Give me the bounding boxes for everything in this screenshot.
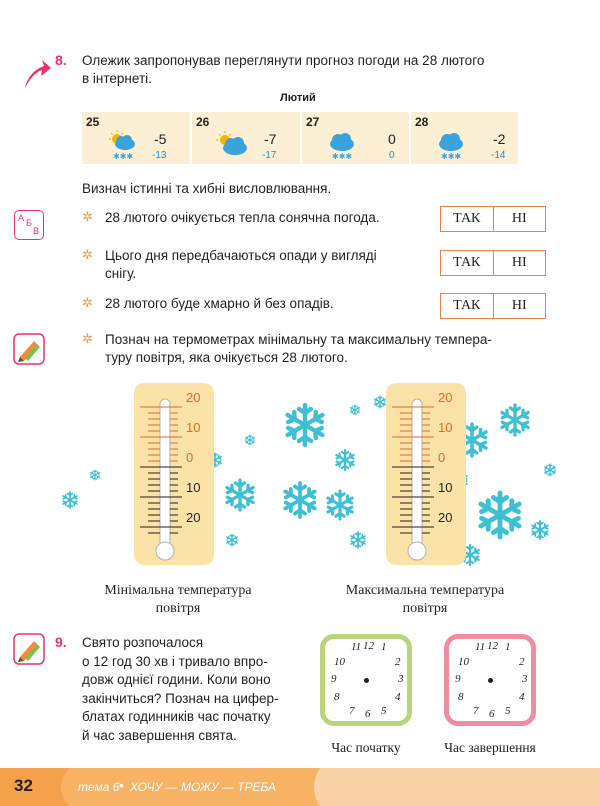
thermo-label: 20 xyxy=(438,390,453,405)
cloud-snow-icon xyxy=(433,128,469,162)
task-8-instruction: Визнач істинні та хибні висловлювання. xyxy=(82,181,332,196)
task-9-text: Свято розпочалося о 12 год 30 хв і тривало впро- довж однієї години. Коли воно закінчиться? Познач на цифер- блатах годинників час початку й час завершення свята. xyxy=(82,635,279,743)
clock-start[interactable]: 11 12 1 2 3 4 5 6 7 8 9 10 xyxy=(320,634,412,726)
sun-cloud-snow-icon xyxy=(104,128,140,162)
statement-1: 28 лютого очікується тепла сонячна погода. xyxy=(105,210,380,225)
forecast-day xyxy=(82,112,190,164)
sun-bullet-icon: ✲ xyxy=(82,209,93,224)
no-option[interactable]: НІ xyxy=(493,251,546,275)
yes-option[interactable]: ТАК xyxy=(453,211,481,226)
forecast-max: -7 xyxy=(264,131,277,147)
task-8-text-line1: Олежик запропонував переглянути прогноз погоди на 28 лютого xyxy=(82,53,485,68)
thermo-label: 0 xyxy=(438,450,446,465)
no-option[interactable]: НІ xyxy=(493,207,546,231)
answer-box-1[interactable] xyxy=(440,206,546,232)
statement-2-line1: Цього дня передбачаються опади у вигляді xyxy=(105,248,377,263)
clock-center xyxy=(364,678,369,683)
thermo-task-line2: туру повітря, яка очікується 28 лютого. xyxy=(105,350,348,365)
cloud-snow-icon xyxy=(324,128,360,162)
forecast-date: 25 xyxy=(86,115,100,129)
footer-dot: • xyxy=(119,777,124,793)
answer-box-2[interactable] xyxy=(440,250,546,276)
forecast-min: -13 xyxy=(152,150,167,161)
clock-end-caption: Час завершення xyxy=(444,740,536,755)
yes-option[interactable]: ТАК xyxy=(453,255,481,270)
thermo-label: 10 xyxy=(186,480,201,495)
statement-2-line2: снігу. xyxy=(105,266,137,281)
thermo-label: 0 xyxy=(186,450,194,465)
forecast-day xyxy=(192,112,300,164)
abv-badge-icon: А Б В xyxy=(14,210,44,240)
thermo-max-caption: Максимальна температура повітря xyxy=(345,583,505,616)
forecast-min: -17 xyxy=(262,150,277,161)
svg-text:✱✱✱: ✱✱✱ xyxy=(332,152,353,161)
thermo-label: 10 xyxy=(186,420,201,435)
task-8-number: 8. xyxy=(55,52,67,68)
sun-bullet-icon: ✲ xyxy=(82,331,93,346)
svg-text:✱✱✱: ✱✱✱ xyxy=(441,152,462,161)
thermometer-max[interactable] xyxy=(386,383,466,565)
thermo-label: 20 xyxy=(438,510,453,525)
snowflakes-decoration xyxy=(0,380,600,580)
no-option[interactable]: НІ xyxy=(493,294,546,318)
forecast-max: -2 xyxy=(493,131,506,147)
forecast-max: -5 xyxy=(154,131,167,147)
thermo-label: 20 xyxy=(186,390,201,405)
pencil-badge-icon xyxy=(13,633,45,665)
forecast-month: Лютий xyxy=(280,92,316,104)
forecast-day xyxy=(411,112,519,164)
thermometer-min[interactable] xyxy=(134,383,214,565)
forecast-min: 0 xyxy=(389,150,395,161)
pencil-badge-icon xyxy=(13,333,45,365)
thermo-task-line1: Познач на термометрах мінімальну та максимальну темпера- xyxy=(105,332,492,347)
weather-forecast xyxy=(82,112,518,164)
thermo-label: 10 xyxy=(438,480,453,495)
svg-text:✱✱✱: ✱✱✱ xyxy=(113,152,134,161)
forecast-day xyxy=(302,112,410,164)
task-8-text-line2: в інтернеті. xyxy=(82,71,152,86)
clock-end[interactable]: 11 12 1 2 3 4 5 6 7 8 9 10 xyxy=(444,634,536,726)
footer-topic-label: тема 6 xyxy=(78,780,120,794)
forecast-date: 27 xyxy=(306,115,320,129)
yes-option[interactable]: ТАК xyxy=(453,298,481,313)
statement-3: 28 лютого буде хмарно й без опадів. xyxy=(105,296,334,311)
forecast-date: 28 xyxy=(415,115,429,129)
sun-bullet-icon: ✲ xyxy=(82,247,93,262)
thermo-label: 20 xyxy=(186,510,201,525)
footer-topic-title: ХОЧУ — МОЖУ — ТРЕБА xyxy=(130,780,276,794)
page-footer xyxy=(0,768,600,806)
sun-cloud-icon xyxy=(212,130,252,160)
clock-start-caption: Час початку xyxy=(331,740,401,755)
forecast-min: -14 xyxy=(491,150,506,161)
thermo-label: 10 xyxy=(438,420,453,435)
forecast-max: 0 xyxy=(388,131,396,147)
thermo-min-caption: Мінімальна температура повітря xyxy=(104,583,252,616)
arrow-icon xyxy=(22,55,52,91)
page-number: 32 xyxy=(14,776,33,795)
sun-bullet-icon: ✲ xyxy=(82,295,93,310)
forecast-date: 26 xyxy=(196,115,210,129)
clock-center xyxy=(488,678,493,683)
task-9-number: 9. xyxy=(55,634,67,650)
answer-box-3[interactable] xyxy=(440,293,546,319)
